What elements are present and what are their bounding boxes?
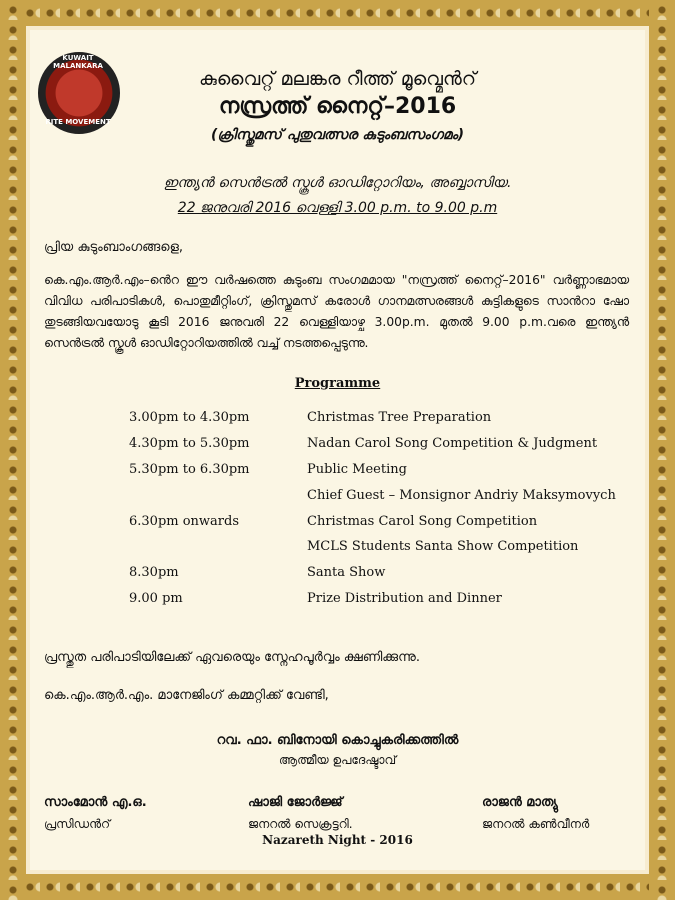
org-title-malayalam: കുവൈറ്റ് മലങ്കര റീത്ത് മൂവ്മെൻറ് xyxy=(198,68,477,90)
invitation-line: പ്രസ്തുത പരിപാടിയിലേക്ക് ഏവരെയും സ്നേഹപൂർവ്വം ക്ഷണിക്കുന്നു. xyxy=(44,650,420,665)
programme-time: 5.30pm to 6.30pm xyxy=(129,462,250,477)
programme-time: 3.00pm to 4.30pm xyxy=(129,410,250,425)
secretary-name: ഷാജി ജോർജ്ജ് xyxy=(248,795,343,810)
programme-time: 4.30pm to 5.30pm xyxy=(129,436,250,451)
event-subtitle: (ക്രിസ്തുമസ് പുതുവത്സര കുടുംബസംഗമം) xyxy=(210,127,465,143)
programme-time: 9.00 pm xyxy=(129,591,183,606)
border-top xyxy=(0,0,675,26)
convener-role: ജനറൽ കൺവീനർ xyxy=(482,817,590,831)
greeting: പ്രിയ കുടുംബാംഗങ്ങളെ, xyxy=(44,240,183,255)
intro-paragraph: കെ.എം.ആർ.എം–ൻെറ ഈ വർഷത്തെ കുടുംബ സംഗമമായ "നസ്രത്ത് നൈറ്റ്–2016" വർണ്ണാഭമായ വിവിധ പരിപാടികൾ, പൊതുമീറ്റിംഗ്, ക്രിസ്തുമസ് കരോൾ ഗാനമത്സരങ്ങൾ കുട്ടികളുടെ സാൻറാ ഷോ തുടങ്ങിയവയോടു കൂടി 2016 ജനുവരി 22 വെള്ളിയാഴ്ച 3.00p.m. മുതൽ 9.00 p.m.വരെ ഇന്ത്യൻ സെൻട്രൽ സ്കൂൾ ഓഡിറ്റോറിയത്തിൽ വച്ച് നടത്തപ്പെടുന്നു. xyxy=(44,273,629,350)
border-right xyxy=(649,0,675,900)
programme-time: 8.30pm xyxy=(129,565,179,580)
programme-event: Christmas Carol Song Competition xyxy=(307,514,538,529)
logo-text-bottom: RITE MOVEMENT xyxy=(45,118,111,126)
border-left xyxy=(0,0,26,900)
programme-title: Programme xyxy=(294,376,381,391)
programme-event: MCLS Students Santa Show Competition xyxy=(307,539,579,554)
programme-event: Prize Distribution and Dinner xyxy=(307,591,502,606)
border-bottom xyxy=(0,874,675,900)
document-body xyxy=(30,30,645,870)
on-behalf-line: കെ.എം.ആർ.എം. മാനേജിംഗ് കമ്മറ്റിക്ക് വേണ്ടി, xyxy=(44,688,329,703)
advisor-role: ആത്മീയ ഉപദേഷ്ടാവ് xyxy=(278,753,397,767)
programme-event: Chief Guest – Monsignor Andriy Maksymovych xyxy=(307,488,616,503)
event-title: നസ്രത്ത് നൈറ്റ്–2016 xyxy=(218,94,457,119)
date-line: 22 ജനുവരി 2016 വെള്ളി 3.00 p.m. to 9.00 p.m xyxy=(177,200,498,216)
president-name: സാംമോൻ എ.ഒ. xyxy=(44,795,147,810)
programme-time: 6.30pm onwards xyxy=(129,514,240,529)
convener-name: രാജൻ മാത്യു xyxy=(482,795,558,810)
programme-event: Nadan Carol Song Competition & Judgment xyxy=(307,436,598,451)
advisor-name: റവ. ഫാ. ബിനോയി കൊച്ചുകരിക്കത്തിൽ xyxy=(216,733,459,748)
secretary-role: ജനറൽ സെക്രട്ടറി. xyxy=(248,817,353,831)
president-role: പ്രസിഡൻറ് xyxy=(44,817,111,831)
programme-event: Christmas Tree Preparation xyxy=(307,410,492,425)
programme-event: Public Meeting xyxy=(307,462,407,477)
footer-title: Nazareth Night - 2016 xyxy=(262,833,413,847)
venue: ഇന്ത്യൻ സെൻട്രൽ സ്കൂൾ ഓഡിറ്റോറിയം, അബ്ബാസിയ. xyxy=(163,175,512,191)
logo-text-top: KUWAIT MALANKARA xyxy=(53,54,103,70)
programme-event: Santa Show xyxy=(307,565,386,580)
